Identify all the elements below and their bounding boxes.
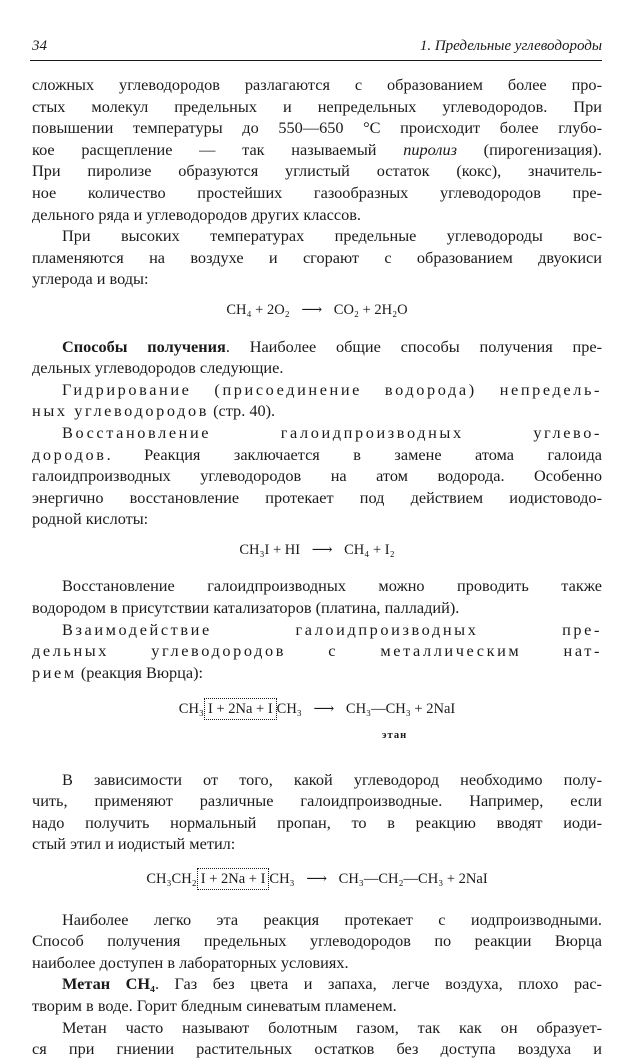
spaced-term: ных углеводородов	[32, 401, 210, 421]
text-line	[32, 400, 602, 422]
section-heading-methods: Способы получения	[62, 336, 226, 356]
text-fragment: . Наиболее общие способы получения пре-	[225, 336, 602, 356]
paragraph-catalysts	[32, 575, 602, 618]
spaced-term: рием	[32, 662, 77, 682]
text-fragment: . Газ без цвета и запаха, легче воздуха, плохо рас-	[154, 974, 602, 994]
text-line: Наиболее легко эта реакция протекает с иодпроизводными.	[62, 909, 602, 929]
reaction-arrow-icon: ⟶	[311, 541, 333, 558]
text-line: Способ получения предельных углеводородов по реакции Вюрца	[32, 931, 602, 951]
paragraph-marsh-gas	[32, 1017, 602, 1060]
text-fragment: (реакция Вюрца):	[76, 662, 204, 682]
equation-wurtz-ethane	[32, 699, 602, 746]
text-line: При пиролизе образуются углистый остаток (кокс), значитель-	[32, 161, 602, 181]
equation-combustion	[32, 300, 602, 322]
text-line: При высоких температурах предельные углеводороды вос-	[62, 226, 602, 246]
paragraph-methods	[32, 336, 602, 379]
text-line: чить, применяют различные галоидпроизводные. Например, если	[32, 791, 602, 811]
text-line: пламеняются на воздухе и сгорают с образованием двуокиси	[32, 247, 602, 267]
reaction-arrow-icon: ⟶	[306, 871, 328, 887]
text-line: галоидпроизводных углеводородов на атом водорода. Особенно	[32, 466, 602, 486]
text-line: Восстановление галоидпроизводных можно проводить также	[62, 576, 602, 596]
equation-reactant: CH₃CH₂	[146, 871, 197, 887]
product-label-ethane: этан	[382, 730, 408, 742]
text-line: творим в воде. Горит бледным синеватым пламенем.	[32, 995, 397, 1015]
equation-reactant: CH₃	[269, 871, 295, 887]
paragraph-reduction	[32, 422, 602, 530]
text-line	[32, 973, 602, 995]
text-fragment: . Реакция заключается в замене атома галоида	[106, 444, 602, 464]
text-line: надо получить нормальный пропан, то в реакцию вводят иоди-	[32, 812, 602, 832]
text-line: стый этил и иодистый метил:	[32, 834, 236, 854]
text-line: родной кислоты:	[32, 509, 149, 529]
text-fragment: (стр. 40).	[209, 401, 276, 421]
paragraph-propane	[32, 769, 602, 855]
section-heading-methane: Метан CH₄	[62, 974, 155, 994]
text-line	[32, 139, 602, 161]
text-line: водородом в присутствии катализаторов (платина, палладий).	[32, 598, 460, 618]
paragraph-hydrogenation	[32, 379, 602, 422]
equation-wurtz-propane	[32, 869, 602, 891]
text-fragment: (пирогенизация).	[456, 139, 602, 159]
text-line: ся при гниении растительных остатков без доступа воздуха и	[32, 1039, 602, 1059]
spaced-term: дородов	[32, 444, 107, 464]
text-line: Восстановление галоидпроизводных углево-	[62, 422, 602, 442]
page-header	[30, 38, 602, 61]
equation-reduction	[32, 540, 602, 562]
equation-reactant: CH₃	[178, 701, 204, 718]
text-line: наиболее доступен в лабораторных условиях.	[32, 952, 349, 972]
equation-products: CO₂ + 2H₂O	[333, 301, 408, 318]
dotted-box-eliminated: I + 2Na + I	[204, 698, 277, 720]
paragraph-iodo	[32, 909, 602, 974]
text-line: Взаимодействие галоидпроизводных пре-	[62, 619, 602, 639]
paragraph-combustion	[32, 225, 602, 290]
text-line: энергично восстановление протекает под действием иодистоводо-	[32, 487, 602, 507]
text-line: повышении температуры до 550—650 °С происходит более глубо-	[32, 118, 602, 138]
reaction-arrow-icon: ⟶	[313, 701, 335, 718]
text-line: углерода и воды:	[32, 269, 149, 289]
text-line	[32, 444, 602, 466]
text-line: дельных углеводородов с металлическим нат-	[32, 641, 602, 661]
text-line: дельных углеводородов следующие.	[32, 358, 284, 378]
text-line: Гидрирование (присоединение водорода) непредель-	[62, 379, 602, 399]
text-line: ное количество простейших газообразных углеводородов пре-	[32, 182, 602, 202]
equation-reactant: CH₃	[276, 701, 302, 718]
page-body	[32, 74, 602, 1060]
text-line	[32, 662, 602, 684]
reaction-arrow-icon: ⟶	[301, 301, 323, 318]
text-line: стых молекул предельных и непредельных углеводородов. При	[32, 96, 602, 116]
page-number: 34	[32, 38, 47, 54]
dotted-box-eliminated: I + 2Na + I	[197, 868, 270, 890]
text-line: Метан часто называют болотным газом, так как он образует-	[62, 1017, 602, 1037]
paragraph-methane	[32, 973, 602, 1016]
text-line: сложных углеводородов разлагаются с образованием более про-	[32, 75, 602, 94]
text-line: дельного ряда и углеводородов других классов.	[32, 204, 361, 224]
equation-products: CH₃—CH₃ + 2NaI	[345, 701, 456, 718]
paragraph-pyrolysis	[32, 74, 602, 225]
italic-term-pyrolysis: пиролиз	[403, 139, 457, 159]
text-line: В зависимости от того, какой углеводород необходимо полу-	[62, 769, 602, 789]
equation-reactants: CH₃I + HI	[239, 541, 301, 558]
equation-products: CH₄ + I₂	[344, 541, 395, 558]
running-head: 1. Предельные углеводороды	[419, 38, 602, 54]
text-fragment: кое расщепление — так называемый	[32, 139, 404, 159]
paragraph-wurtz	[32, 619, 602, 684]
equation-reactants: CH₄ + 2O₂	[226, 301, 290, 318]
text-line	[32, 336, 602, 358]
equation-products: CH₃—CH₂—CH₃ + 2NaI	[338, 871, 488, 887]
